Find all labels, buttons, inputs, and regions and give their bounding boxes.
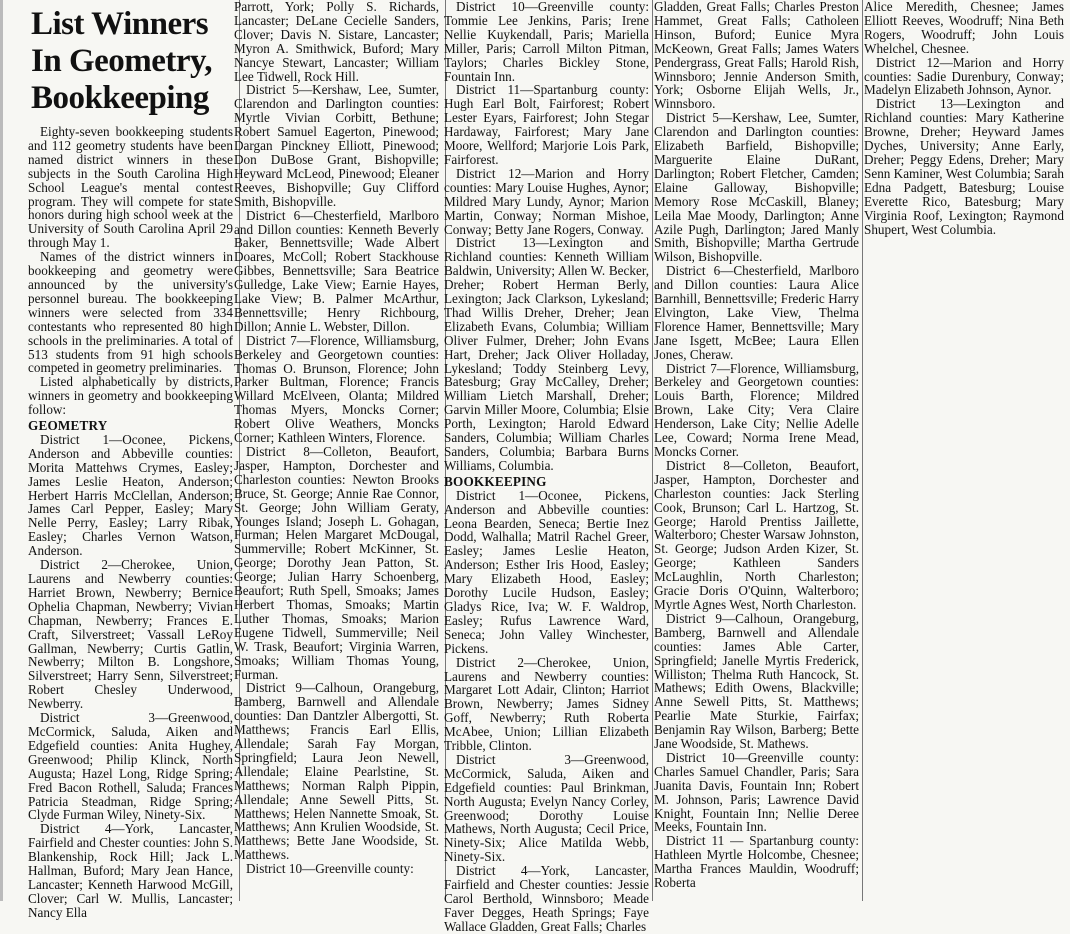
article-paragraph: District 4—York, Lancaster, Fairfield and Chester counties: John S. Blankenship, Rock Hill; Jack L. Hallman, Buford; Mary Jean Hance, Lancaster; Kenneth Harwood McGill, Clover; Carl W. Mullis, Lancaster; Nancy Ella [28,821,233,920]
article-paragraph: District 7—Florence, Williamsburg, Berkeley and Georgetown counties: Thomas O. Brunson, Florence; John Parker Bultman, Florence; Francis Willard McElveen, Olanta; Mildred Thomas Myers, Moncks Corner; Robert Olive Weathers, Moncks Corner; Kathleen Winters, Florence. [234,332,439,446]
section-heading: BOOKKEEPING [444,473,547,489]
article-paragraph: District 2—Cherokee, Union, Laurens and Newberry counties: Margaret Lott Adair, Clinton; Harriot Brown, Newberry; James Sidney Goff, Newberry; Ruth Roberta McAbee, Union; Lillian Elizabeth Tribble, Clinton. [444,654,649,754]
article-paragraph: District 6—Chesterfield, Marlboro and Dillon counties: Kenneth Beverly Baker, Bennettsville; Wade Albert Doares, McColl; Robert Stackhouse Gibbes, Bennettsville; Sara Beatrice Gulledge, Lake View; Earnie Hayes, Lake View; B. Palmer McArthur, Bennettsville; Henry Richbourg, Dillon; Annie L. Webster, Dillon. [234,207,439,334]
article-paragraph: District 1—Oconee, Pickens, Anderson and Abbeville counties: Morita Mattehws Crymes, Easley; James Leslie Heaton, Anderson; Herbert Harris McClellan, Anderson; James Carl Pepper, Easley; Mary Nelle Perry, Easley; Larry Ribak, Easley; Charles Vernon Watson, Anderson. [28,431,233,559]
article-paragraph: Listed alphabetically by districts, winners in geometry and bookkeeping follow: [28,374,233,418]
article-paragraph: District 3—Greenwood, McCormick, Saluda, Aiken and Edgefield counties: Paul Brinkman, North Augusta; Evelyn Nancy Corley, Greenwood; Dorothy Louise Mathews, North Augusta; Cecil Price, Ninety-Six; Alice Matilda Webb, Ninety-Six. [444,751,649,865]
article-paragraph: District 12—Marion and Horry counties: Sadie Durenbury, Conway; Madelyn Elizabeth Johnson, Aynor. [864,54,1064,98]
column-rule [862,0,863,901]
article-column-4 [654,0,859,901]
article-column-3 [444,0,649,934]
article-paragraph: District 10—Greenville county: [246,861,414,877]
article-paragraph: District 5—Kershaw, Lee, Sumter, Clarendon and Darlington counties: Elizabeth Barfield, Bishopville; Marguerite Elaine DuRant, Darlington; Robert Fletcher, Camden; Elaine Galloway, Bishopville; Memory Rose McCaskill, Blaney; Leila Mae Moody, Darlington; Anne Azile Pugh, Darlington; Jared Manly Smith, Bishopville; Martha Gertrude Wilson, Bishopville. [654,110,859,265]
column-rule [652,0,653,901]
continued-paragraph: Gladden, Great Falls; Charles Preston Hammet, Great Falls; Catholeen Hinson, Buford; Eunice Myra McKeown, Great Falls; James Waters Pendergrass, Great Falls; Harold Rish, Winnsboro; Jennie Anderson Smith, York; Osborne Elijah Wells, Jr., Winnsboro. [654,0,859,112]
article-paragraph: District 10—Greenville county: Tommie Lee Jenkins, Paris; Irene Nellie Kuykendall, Paris; Mariella Miller, Paris; Carroll Milton Pitman, Taylors; Charles Bickley Stone, Fountain Inn. [444,0,649,84]
article-paragraph: District 4—York, Lancaster, Fairfield and Chester counties: Jessie Carol Berthold, Winnsboro; Meade Faver Degges, Heath Springs; Faye Wallace Gladden, Great Falls; Charles [444,863,649,934]
headline-line: In Geometry, [31,43,212,79]
article-paragraph: District 8—Colleton, Beaufort, Jasper, Hampton, Dorchester and Charleston counties: Jack Sterling Cook, Brunson; Carl L. Hartzog, St. George; Harold Prentiss Jaillette, Walterboro; Chester Warsaw Johnston, St. George; Judson Arden Kizer, St. George; Kathleen Sanders McLaughlin, North Charleston; Gracie Doris O'Quinn, Walterboro; Myrtle Agnes West, North Charleston. [654,457,859,612]
article-column-5 [864,0,1064,901]
article-paragraph: District 12—Marion and Horry counties: Mary Louise Hughes, Aynor; Mildred Mary Lundy, Aynor; Marion Martin, Conway; Norman Mishoe, Conway; Betty Jane Rogers, Conway. [444,165,649,237]
article-paragraph: District 6—Chesterfield, Marlboro and Dillon counties: Laura Alice Barnhill, Bennettsville; Frederic Harry Elvington, Lake View, Thelma Florence Hamer, Bennettsville; Mary Jane Isgett, McBee; Laura Ellen Jones, Cheraw. [654,263,859,362]
article-paragraph: District 11—Spartanburg county: Hugh Earl Bolt, Fairforest; Robert Lester Eyars, Fairforest; John Stegar Hardaway, Fairforest; Mary Jane Moore, Wellford; Marjorie Lois Park, Fairforest. [444,82,649,167]
article-paragraph: District 13—Lexington and Richland counties: Mary Katherine Browne, Dreher; Heyward James Dyches, University; Anne Early, Dreher; Peggy Edens, Dreher; Mary Senn Kaminer, West Columbia; Sarah Edna Padgett, Batesburg; Louise Everette Rico, Batesburg; Mary Virginia Roof, Lexington; Raymond Shupert, West Columbia. [864,96,1064,237]
article-paragraph: District 2—Cherokee, Union, Laurens and Newberry counties: Harriet Brown, Newberry; Bernice Ophelia Chapman, Newberry; Vivian Chapman, Newberry; Frances E. Craft, Silverstreet; Vassall LeRoy Gallman, Newberry; Curtis Gatlin, Newberry; Milton B. Longshore, Silverstreet; Harry Senn, Silverstreet; Robert Chesley Underwood, Newberry. [28,557,233,712]
article-paragraph: Names of the district winners in bookkeeping and geometry were announced by the university's personnel bureau. The bookkeeping winners were selected from 334 contestants who represented 80 high schools in the preliminaries. A total of 513 students from 91 high schools competed in geometry preliminaries. [28,249,233,376]
article-paragraph: Eighty-seven bookkeeping students and 112 geometry students have been named district winners in these subjects in the South Carolina High School League's mental contest program. They will compete for state honors during high school week at the University of South Carolina April 29 through May 1. [28,124,233,251]
article-paragraph: District 8—Colleton, Beaufort, Jasper, Hampton, Dorchester and Charleston counties: Newton Brooks Bruce, St. George; Annie Rae Connor, St. George; John William Geraty, Younges Island; Joseph L. Gohagan, Furman; Helen Margaret McDougal, Summerville; Robert McKinner, St. George; Dorothy Jean Patton, St. George; Julian Harry Schoenberg, Beaufort; Ruth Spell, Smoaks; James Herbert Thomas, Smoaks; Martin Luther Thomas, Smoaks; Marion Eugene Tidwell, Summerville; Neil W. Trask, Beaufort; Virginia Warren, Smoaks; William Thomas Young, Furman. [234,444,439,682]
article-paragraph: District 5—Kershaw, Lee, Sumter, Clarendon and Darlington counties: Myrtle Vivian Corbitt, Bethune; Robert Samuel Eagerton, Pinewood; Dargan Pinckney Elliott, Pinewood; Don DuBose Grant, Bishopville; Heyward McLeod, Pinewood; Eleaner Reeves, Bishopville; Guy Clifford Smith, Bishopville. [234,82,439,209]
page-edge-shadow [0,0,3,901]
continued-paragraph: Parrott, York; Polly S. Richards, Lancaster; DeLane Cecielle Sanders, Clover; Davis N. Sistare, Lancaster; Myron A. Smithwick, Buford; Mary Nancye Stewart, Lancaster; William Lee Tidwell, Rock Hill. [234,0,439,84]
article-column-2 [234,0,439,901]
section-heading: GEOMETRY [28,418,108,434]
continued-paragraph: Alice Meredith, Chesnee; James Elliott Reeves, Woodruff; Nina Beth Rogers, Woodruff; John Louis Whelchel, Chesnee. [864,0,1064,56]
article-paragraph: District 11 — Spartanburg county: Hathleen Myrtle Holcombe, Chesnee; Martha Frances Mauldin, Woodruff; Roberta [654,833,859,891]
article-paragraph: District 9—Calhoun, Orangeburg, Bamberg, Barnwell and Allendale counties: Dan Dantzler Albergotti, St. Matthews; Francis Earl Ellis, Allendale; Sarah Fay Morgan, Springfield; Laura Jeon Newell, Allendale; Elaine Pearlstine, St. Matthews; Norman Ralph Pippin, Allendale; Anne Sewell Pitts, St. Matthews; Helen Nannette Smoak, St. Matthews; Ann Krulien Woodside, St. Matthews; Bette Jane Woodside, St. Matthews. [234,680,439,863]
article-column-1 [28,0,233,920]
article-paragraph: District 13—Lexington and Richland counties: Kenneth William Baldwin, University; Allen W. Becker, Dreher; Robert Herman Berly, Lexington; Jack Clarkson, Lykesland; Thad Willis Dreher, Dreher; Jean Elizabeth Evans, Columbia; William Oliver Fulmer, Dreher; John Evans Hart, Dreher; Jack Oliver Holladay, Lykesland; Toddy Steinberg Levy, Batesburg; Gray McCalley, Dreher; William Lietch Marshall, Dreher; Garvin Miller Moore, Columbia; Elsie Porth, Lexington; Harold Edward Sanders, Columbia; William Charles Sanders, Columbia; Barbara Burns Williams, Columbia. [444,235,649,473]
article-paragraph: District 1—Oconee, Pickens, Anderson and Abbeville counties: Leona Bearden, Seneca; Bertie Inez Dodd, Walhalla; Matril Rachel Greer, Easley; James Leslie Heaton, Anderson; Esther Iris Hood, Easley; Mary Elizabeth Hood, Easley; Dorothy Lucile Hudson, Easley; Gladys Rice, Iva; W. F. Waldrop, Easley; Rufus Lawrence Ward, Seneca; John Valley Winchester, Pickens. [444,487,649,656]
article-headline [31,6,233,117]
headline-line: Bookkeeping [31,80,209,116]
article-paragraph: District 10—Greenville county: Charles Samuel Chandler, Paris; Sara Juanita Davis, Fountain Inn; Robert M. Johnson, Paris; Lawrence David Knight, Fountain Inn; Nellie Deree Meeks, Fountain Inn. [654,749,859,835]
headline-line: List Winners [31,6,209,42]
article-paragraph: District 7—Florence, Williamsburg, Berkeley and Georgetown counties: Louis Barth, Florence; Mildred Brown, Lake City; Vera Claire Henderson, Lake City; Nellie Adelle Lee, Coward; Norma Irene Mead, Moncks Corner. [654,360,859,459]
article-paragraph: District 9—Calhoun, Orangeburg, Bamberg, Barnwell and Allendale counties: James Able Carter, Springfield; Janelle Myrtis Frederick, Williston; Thelma Ruth Hancock, St. Mathews; Edith Owens, Blackville; Anne Sewell Pitts, St. Matthews; Pearlie Mate Sturkie, Fairfax; Benjamin Ray Wilson, Barberg; Bette Jane Woodside, St. Mathews. [654,610,859,752]
article-paragraph: District 3—Greenwood, McCormick, Saluda, Aiken and Edgefield counties: Anita Hughey, Greenwood; Philip Klinck, North Augusta; Hazel Long, Ridge Spring; Fred Bacon Rothell, Saluda; Frances Patricia Steadman, Ridge Spring; Clyde Furman Wiley, Ninety-Six. [28,710,233,823]
